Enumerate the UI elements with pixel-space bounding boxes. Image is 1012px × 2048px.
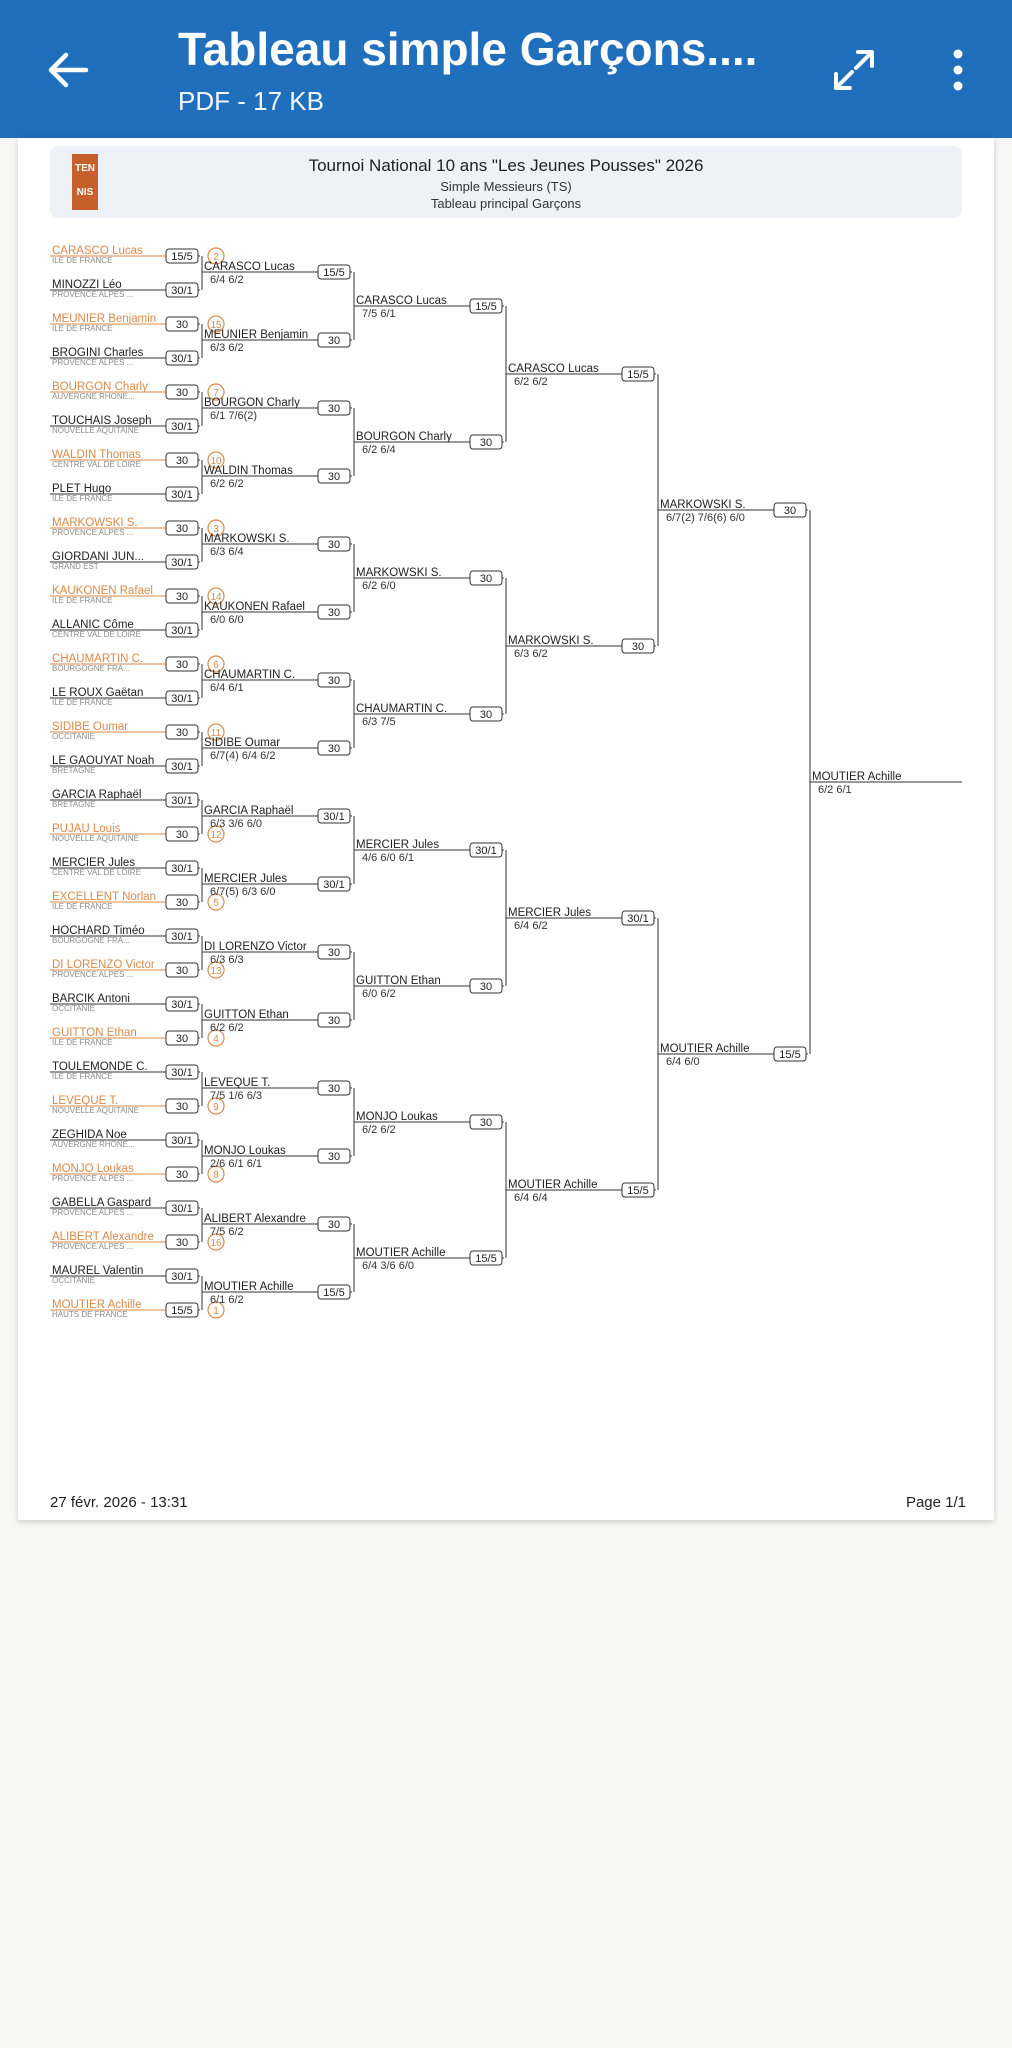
player-name: MERCIER Jules [52, 857, 136, 869]
player-name: TOULEMONDE C. [52, 1061, 148, 1073]
ranking-label: 30/1 [171, 1203, 193, 1215]
player-name: WALDIN Thomas [52, 449, 141, 461]
player-region: CENTRE VAL DE LOIRE [52, 868, 141, 877]
player-region: ILE DE FRANCE [52, 1038, 113, 1047]
ranking-label: 15/5 [475, 1253, 497, 1265]
seed-number: 14 [210, 592, 222, 603]
player-name: EXCELLENT Norlan [52, 891, 156, 903]
player-region: PROVENCE ALPES ... [52, 358, 134, 367]
player-name: MARKOWSKI S. [508, 635, 594, 647]
ranking-label: 30/1 [171, 1067, 193, 1079]
player-name: CHAUMARTIN C. [204, 669, 296, 681]
player-region: ILE DE FRANCE [52, 902, 113, 911]
player-name: ALIBERT Alexandre [204, 1213, 306, 1225]
ranking-label: 15/5 [475, 301, 497, 313]
ranking-label: 30/1 [171, 1135, 193, 1147]
player-name: BOURGON Charly [204, 397, 300, 409]
ranking-label: 30/1 [171, 1271, 193, 1283]
player-name: ALIBERT Alexandre [52, 1231, 154, 1243]
match-score: 6/3 3/6 6/0 [210, 818, 262, 830]
ranking-label: 30 [479, 709, 493, 721]
ranking-label: 15/5 [627, 1185, 649, 1197]
expand-icon[interactable] [828, 44, 880, 96]
player-name: CARASCO Lucas [508, 363, 599, 375]
player-name: LE ROUX Gaëtan [52, 687, 144, 699]
winner-score: 6/2 6/1 [818, 784, 852, 796]
ranking-label: 30 [175, 455, 189, 467]
ranking-label: 30/1 [323, 879, 345, 891]
player-region: BRETAGNE [52, 800, 96, 809]
document-subtitle: PDF - 17 KB [178, 86, 324, 116]
player-name: CARASCO Lucas [204, 261, 295, 273]
player-name: KAUKONEN Rafael [52, 585, 153, 597]
ranking-label: 30 [175, 727, 189, 739]
seed-number: 3 [213, 524, 219, 535]
ranking-label: 30/1 [171, 931, 193, 943]
seed-number: 16 [210, 1238, 222, 1249]
ranking-label: 30 [175, 829, 189, 841]
player-name: MOUTIER Achille [660, 1043, 750, 1055]
player-region: NOUVELLE AQUITAINE [52, 426, 139, 435]
player-region: OCCITANIE [52, 1004, 95, 1013]
player-region: ILE DE FRANCE [52, 324, 113, 333]
ranking-label: 30 [327, 607, 341, 619]
match-score: 6/4 6/2 [514, 920, 548, 932]
ranking-label: 30 [175, 659, 189, 671]
player-name: CARASCO Lucas [356, 295, 447, 307]
player-name: DI LORENZO Victor [204, 941, 307, 953]
match-score: 7/5 6/1 [362, 308, 396, 320]
player-name: GUITTON Ethan [356, 975, 441, 987]
player-name: MINOZZI Léo [52, 279, 122, 291]
ranking-label: 30 [175, 1033, 189, 1045]
player-name: MARKOWSKI S. [660, 499, 746, 511]
match-score: 6/7(2) 7/6(6) 6/0 [666, 512, 745, 524]
player-name: TOUCHAIS Joseph [52, 415, 152, 427]
match-score: 6/3 7/5 [362, 716, 396, 728]
ranking-label: 30 [631, 641, 645, 653]
match-score: 6/2 6/2 [210, 478, 244, 490]
match-score: 6/2 6/2 [210, 1022, 244, 1034]
seed-number: 13 [210, 966, 222, 977]
player-region: NOUVELLE AQUITAINE [52, 1106, 139, 1115]
seed-number: 6 [213, 660, 219, 671]
player-name: SIDIBE Oumar [52, 721, 129, 733]
ranking-label: 30 [479, 981, 493, 993]
ranking-label: 30/1 [171, 557, 193, 569]
player-name: MERCIER Jules [204, 873, 288, 885]
match-score: 6/3 6/2 [210, 342, 244, 354]
ranking-label: 30 [479, 1117, 493, 1129]
arrow-left-icon[interactable] [42, 44, 94, 96]
player-region: CENTRE VAL DE LOIRE [52, 460, 141, 469]
ranking-label: 30 [327, 1219, 341, 1231]
player-name: ALLANIC Côme [52, 619, 134, 631]
player-name: LEVEQUE T. [204, 1077, 271, 1089]
player-name: MARKOWSKI S. [356, 567, 442, 579]
ranking-label: 30 [175, 523, 189, 535]
player-name: GABELLA Gaspard [52, 1197, 152, 1209]
player-region: ILE DE FRANCE [52, 494, 113, 503]
ranking-label: 30 [175, 1237, 189, 1249]
match-score: 6/7(5) 6/3 6/0 [210, 886, 276, 898]
player-region: ILE DE FRANCE [52, 698, 113, 707]
match-score: 6/2 6/2 [362, 1124, 396, 1136]
ranking-label: 30 [175, 897, 189, 909]
seed-number: 9 [213, 1102, 219, 1113]
player-name: CHAUMARTIN C. [52, 653, 144, 665]
ranking-label: 30 [783, 505, 797, 517]
match-score: 6/3 6/4 [210, 546, 244, 558]
match-score: 6/3 6/2 [514, 648, 548, 660]
ranking-label: 15/5 [779, 1049, 801, 1061]
pdf-page[interactable] [18, 138, 994, 1520]
player-name: CARASCO Lucas [52, 245, 143, 257]
player-name: MARKOWSKI S. [204, 533, 290, 545]
ranking-label: 30/1 [171, 489, 193, 501]
player-name: GUITTON Ethan [52, 1027, 137, 1039]
ranking-label: 30/1 [171, 761, 193, 773]
player-name: GARCIA Raphaël [204, 805, 294, 817]
match-score: 6/4 6/0 [666, 1056, 700, 1068]
player-name: BARCIK Antoni [52, 993, 130, 1005]
seed-number: 7 [213, 388, 219, 399]
match-score: 2/6 6/1 6/1 [210, 1158, 262, 1170]
player-name: MERCIER Jules [508, 907, 592, 919]
seed-number: 10 [210, 456, 222, 467]
player-region: CENTRE VAL DE LOIRE [52, 630, 141, 639]
footer-date: 27 févr. 2026 - 13:31 [50, 1494, 188, 1511]
player-name: SIDIBE Oumar [204, 737, 281, 749]
ranking-label: 30 [327, 403, 341, 415]
player-name: MONJO Loukas [52, 1163, 134, 1175]
ranking-label: 30/1 [627, 913, 649, 925]
player-region: ILE DE FRANCE [52, 596, 113, 605]
ranking-label: 30/1 [171, 421, 193, 433]
match-score: 4/6 6/0 6/1 [362, 852, 414, 864]
seed-number: 4 [213, 1034, 219, 1045]
player-name: HOCHARD Timéo [52, 925, 145, 937]
player-region: PROVENCE ALPES ... [52, 1174, 134, 1183]
player-region: BOURGOGNE FRA... [52, 664, 130, 673]
player-region: GRAND EST [52, 562, 99, 571]
player-name: MONJO Loukas [356, 1111, 438, 1123]
player-name: PUJAU Louis [52, 823, 121, 835]
seed-number: 12 [210, 830, 222, 841]
draw-subtitle: Tableau principal Garçons [430, 196, 582, 211]
player-region: BOURGOGNE FRA... [52, 936, 130, 945]
ranking-label: 30 [175, 1101, 189, 1113]
ranking-label: 30 [175, 591, 189, 603]
ranking-label: 30/1 [475, 845, 497, 857]
player-name: BROGINI Charles [52, 347, 144, 359]
seed-number: 5 [213, 898, 219, 909]
match-score: 6/3 6/3 [210, 954, 244, 966]
player-region: PROVENCE ALPES ... [52, 290, 134, 299]
ranking-label: 30 [175, 1169, 189, 1181]
ranking-label: 30 [327, 471, 341, 483]
ranking-label: 15/5 [323, 267, 345, 279]
ranking-label: 30/1 [171, 863, 193, 875]
tennis-logo: TEN NIS [72, 154, 98, 210]
player-name: DI LORENZO Victor [52, 959, 155, 971]
match-score: 6/4 3/6 6/0 [362, 1260, 414, 1272]
match-score: 6/4 6/1 [210, 682, 244, 694]
ranking-label: 15/5 [171, 251, 193, 263]
footer-page-number: Page 1/1 [905, 1494, 966, 1511]
winner-name: MOUTIER Achille [812, 771, 902, 783]
player-region: ILE DE FRANCE [52, 256, 113, 265]
player-name: MERCIER Jules [356, 839, 440, 851]
seed-number: 1 [213, 1306, 219, 1317]
player-region: NOUVELLE AQUITAINE [52, 834, 139, 843]
ranking-label: 30 [327, 947, 341, 959]
player-name: CHAUMARTIN C. [356, 703, 448, 715]
ranking-label: 15/5 [627, 369, 649, 381]
ranking-label: 30 [175, 965, 189, 977]
match-score: 7/5 1/6 6/3 [210, 1090, 262, 1102]
player-region: AUVERGNE RHONE... [52, 1140, 135, 1149]
player-name: MEUNIER Benjamin [52, 313, 157, 325]
player-name: ZEGHIDA Noe [52, 1129, 127, 1141]
ranking-label: 30 [175, 387, 189, 399]
match-score: 6/2 6/0 [362, 580, 396, 592]
player-name: MONJO Loukas [204, 1145, 286, 1157]
ranking-label: 30 [175, 319, 189, 331]
ranking-label: 15/5 [171, 1305, 193, 1317]
ranking-label: 30 [327, 743, 341, 755]
player-name: MOUTIER Achille [204, 1281, 294, 1293]
player-name: KAUKONEN Rafael [204, 601, 305, 613]
player-name: BOURGON Charly [356, 431, 452, 443]
player-region: PROVENCE ALPES ... [52, 970, 134, 979]
ranking-label: 30 [327, 1151, 341, 1163]
player-name: LEVEQUE T. [52, 1095, 119, 1107]
ranking-label: 30 [479, 573, 493, 585]
player-name: MOUTIER Achille [508, 1179, 598, 1191]
match-score: 6/0 6/2 [362, 988, 396, 1000]
player-name: PLET Hugo [52, 483, 112, 495]
document-title: Tableau simple Garçons.... [178, 23, 758, 75]
seed-number: 2 [213, 252, 219, 263]
player-region: HAUTS DE FRANCE [52, 1310, 128, 1319]
match-score: 6/4 6/4 [514, 1192, 548, 1204]
player-name: MAUREL Valentin [52, 1265, 144, 1277]
seed-number: 15 [210, 320, 222, 331]
seed-number: 8 [213, 1170, 219, 1181]
player-region: PROVENCE ALPES ... [52, 1242, 134, 1251]
match-score: 6/2 6/4 [362, 444, 396, 456]
player-name: GIORDANI JUN... [52, 551, 145, 563]
ranking-label: 30 [327, 335, 341, 347]
ranking-label: 30 [327, 539, 341, 551]
player-name: LE GAOUYAT Noah [52, 755, 155, 767]
app-bar [0, 0, 1012, 138]
player-name: MEUNIER Benjamin [204, 329, 309, 341]
match-score: 6/7(4) 6/4 6/2 [210, 750, 276, 762]
more-vertical-icon[interactable] [944, 44, 972, 96]
ranking-label: 15/5 [323, 1287, 345, 1299]
ranking-label: 30 [479, 437, 493, 449]
ranking-label: 30 [327, 1083, 341, 1095]
event-subtitle: Simple Messieurs (TS) [440, 179, 572, 194]
ranking-label: 30/1 [323, 811, 345, 823]
match-score: 6/1 6/2 [210, 1294, 244, 1306]
tournament-title: Tournoi National 10 ans "Les Jeunes Pousses" 2026 [308, 156, 704, 175]
player-name: MOUTIER Achille [52, 1299, 142, 1311]
ranking-label: 30/1 [171, 795, 193, 807]
player-region: AUVERGNE RHONE... [52, 392, 135, 401]
match-score: 6/0 6/0 [210, 614, 244, 626]
player-region: BRETAGNE [52, 766, 96, 775]
player-name: GUITTON Ethan [204, 1009, 289, 1021]
ranking-label: 30/1 [171, 285, 193, 297]
player-region: OCCITANIE [52, 1276, 95, 1285]
player-name: MOUTIER Achille [356, 1247, 446, 1259]
ranking-label: 30/1 [171, 693, 193, 705]
player-name: BOURGON Charly [52, 381, 148, 393]
tournament-bracket [18, 138, 994, 1478]
seed-number: 11 [210, 728, 222, 739]
ranking-label: 30 [327, 675, 341, 687]
player-region: OCCITANIE [52, 732, 95, 741]
player-name: WALDIN Thomas [204, 465, 293, 477]
player-region: ILE DE FRANCE [52, 1072, 113, 1081]
ranking-label: 30/1 [171, 625, 193, 637]
match-score: 6/4 6/2 [210, 274, 244, 286]
ranking-label: 30/1 [171, 999, 193, 1011]
player-name: MARKOWSKI S. [52, 517, 138, 529]
ranking-label: 30 [327, 1015, 341, 1027]
ranking-label: 30/1 [171, 353, 193, 365]
match-score: 7/5 6/2 [210, 1226, 244, 1238]
player-region: PROVENCE ALPES ... [52, 528, 134, 537]
player-name: GARCIA Raphaël [52, 789, 142, 801]
match-score: 6/1 7/6(2) [210, 410, 258, 422]
player-region: PROVENCE ALPES ... [52, 1208, 134, 1217]
match-score: 6/2 6/2 [514, 376, 548, 388]
